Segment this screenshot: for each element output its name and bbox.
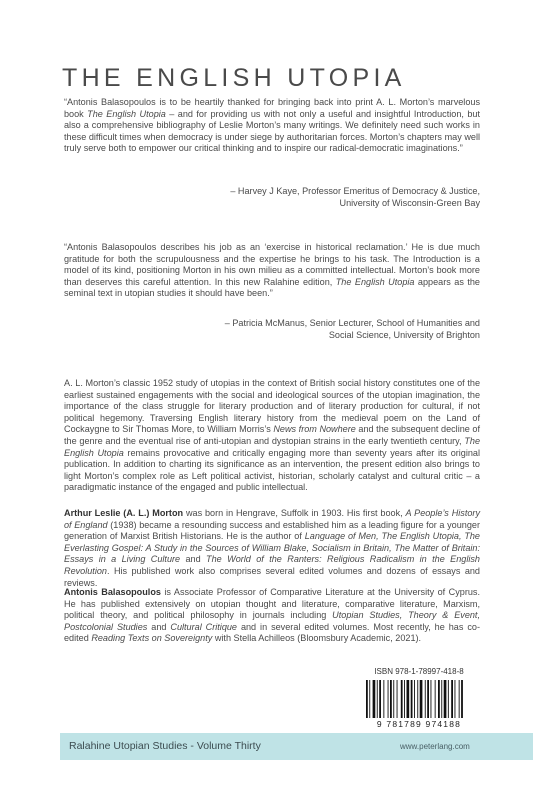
- barcode-bar: [407, 680, 410, 718]
- endorsement-kaye: [64, 97, 480, 155]
- book-description: [64, 378, 480, 494]
- series-name: Ralahine Utopian Studies - Volume Thirty: [69, 740, 261, 752]
- barcode-bar: [459, 680, 460, 718]
- barcode-bar: [420, 680, 423, 718]
- description-text: remains provocative and critically engaging more than seventy years after its original publication. In addition to charting its significance as an intervention, the present edition also brings to light Morton’s complex role as Left political activist, historian, scholarly catalyst and cultural critic – a paradigmatic instance of the engaged and public intellectual.: [64, 447, 481, 493]
- book-title-italic: Reading Texts on Sovereignty: [91, 633, 213, 644]
- barcode-bar: [401, 680, 403, 718]
- book-title-italic: The English Utopia: [64, 435, 480, 458]
- attribution-line: Social Science, University of Brighton: [328, 329, 480, 340]
- bio-text: is Associate Professor of Comparative Literature at the University of Cyprus. He has published extensively on utopian thought and literature, comparative literature, Marxism, political theory, and political philosophy in journals including: [64, 587, 481, 621]
- endorsement-text: “Antonis Balasopoulos describes his job as an ‘exercise in historical reclamation.’ He is due much gratitude for both the scrupulousness and the expertise he brings to his task. The Introduction is a model of its kind, positioning Morton in his own milieu as a committed intellectual. Morton’s book more than deserves this careful attention. In this new Ralahine edition,: [64, 242, 480, 287]
- book-title-italic: The World of the Ranters: Religious Radicalism in the English Revolution: [64, 554, 480, 576]
- barcode-bar: [397, 680, 398, 718]
- bio-text: and in several edited volumes. Most recently, he has co-edited: [64, 621, 480, 644]
- bio-text: and: [147, 621, 171, 632]
- description-text: A. L. Morton’s classic 1952 study of utopias in the context of British social history constitutes one of the earliest sustained engagements with the social and ideological sources of the utopian imagination, the importance of the class struggle for literary production and of literary production for cultural, if not political hegemony. Traversing English literary history from the medieval poem on the Land of Cockaygne to Sir Thomas More, to William Morris’s: [64, 378, 480, 435]
- barcode-bar: [373, 680, 376, 718]
- attribution-line: – Patricia McManus, Senior Lecturer, School of Humanities and: [224, 318, 480, 328]
- barcode-bar: [377, 680, 378, 718]
- attribution-line: – Harvey J Kaye, Professor Emeritus of Democracy & Justice,: [230, 186, 480, 196]
- barcode-bar: [417, 680, 418, 718]
- book-title: THE ENGLISH UTOPIA: [62, 64, 406, 92]
- bio-text: was born in Hengrave, Suffolk in 1903. His first book,: [183, 508, 406, 518]
- barcode-bar: [435, 680, 436, 718]
- author-bio-morton: [64, 508, 480, 589]
- barcode-bar: [404, 680, 405, 718]
- description-text: and the subsequent decline of the genre and the eventual rise of anti-utopian and dystopian strains in the early twentieth century,: [64, 424, 481, 446]
- book-title-italic: The English Utopia: [87, 108, 166, 119]
- barcode-bar: [451, 680, 453, 718]
- barcode-bar: [427, 680, 429, 718]
- attribution-line: University of Wisconsin-Green Bay: [339, 197, 480, 208]
- endorsement-text: appears as the seminal text in utopian studies it should have been.”: [64, 276, 480, 299]
- barcode-bar: [414, 680, 415, 718]
- barcode-bar: [438, 680, 440, 718]
- barcode-bar: [388, 680, 389, 718]
- book-title-italic: Language of Men, The English Utopia, The Everlasting Gospel: A Study in the Sources of William Blake, Socialism in Britain, The Matter of Britain: Essays in a Living Culture: [64, 531, 480, 565]
- endorsement-kaye-attribution: [64, 186, 480, 209]
- editor-bio-balasopoulos: [64, 587, 480, 645]
- endorsement-text: – and for providing us with not only a useful and insightful Introduction, but also a comprehensive bibliography of Leslie Morton’s many writings. We definitely need such works in these difficult times when democracy is under siege by authoritarian forces. Morton’s chapters may well truly serve both to empower our critical thinking and to inspire our radical-democratic imaginations.”: [64, 108, 480, 154]
- book-title-italic: News from Nowhere: [273, 424, 356, 435]
- publisher-website[interactable]: www.peterlang.com: [400, 742, 470, 751]
- endorsement-text: “Antonis Balasopoulos is to be heartily thanked for bringing back into print A. L. Morton’s marvelous book: [64, 97, 480, 119]
- author-name: Arthur Leslie (A. L.) Morton: [64, 508, 184, 518]
- bio-text: . His published work also comprises several edited volumes and dozens of essays and reviews.: [64, 565, 480, 588]
- barcode-bar: [448, 680, 449, 718]
- barcode-bar: [393, 680, 394, 718]
- book-title-italic: A People’s History of England: [64, 508, 481, 530]
- bio-text: and: [180, 554, 207, 565]
- barcode-bar: [431, 680, 432, 718]
- isbn-label: ISBN 978-1-78997-418-8: [374, 667, 464, 676]
- endorsement-mcmanus: [64, 242, 480, 300]
- barcode-bar: [444, 680, 447, 718]
- barcode-bar: [366, 680, 368, 718]
- book-title-italic: The English Utopia: [335, 276, 415, 287]
- barcode-bar: [425, 680, 426, 718]
- bio-text: (1938) became a resounding success and established him as a leading figure for a younger generation of Marxist British Historians. He is the author of: [64, 519, 480, 542]
- editor-name: Antonis Balasopoulos: [64, 587, 161, 597]
- barcode-bar: [461, 680, 463, 718]
- barcode-bar: [390, 680, 392, 718]
- endorsement-mcmanus-attribution: [64, 318, 480, 341]
- barcode-bar: [441, 680, 442, 718]
- journal-italic: Cultural Critique: [170, 621, 237, 632]
- bio-text: with Stella Achilleos (Bloomsbury Academic, 2021).: [212, 633, 422, 644]
- barcode-number: 9 781789 974188: [376, 719, 462, 729]
- barcode-bar: [379, 680, 381, 718]
- barcode-bar: [369, 680, 370, 718]
- barcode-bar: [455, 680, 456, 718]
- barcode-bar: [383, 680, 384, 718]
- journal-italic: Utopian Studies, Theory & Event, Postcolonial Studies: [64, 610, 480, 632]
- barcode-bar: [411, 680, 413, 718]
